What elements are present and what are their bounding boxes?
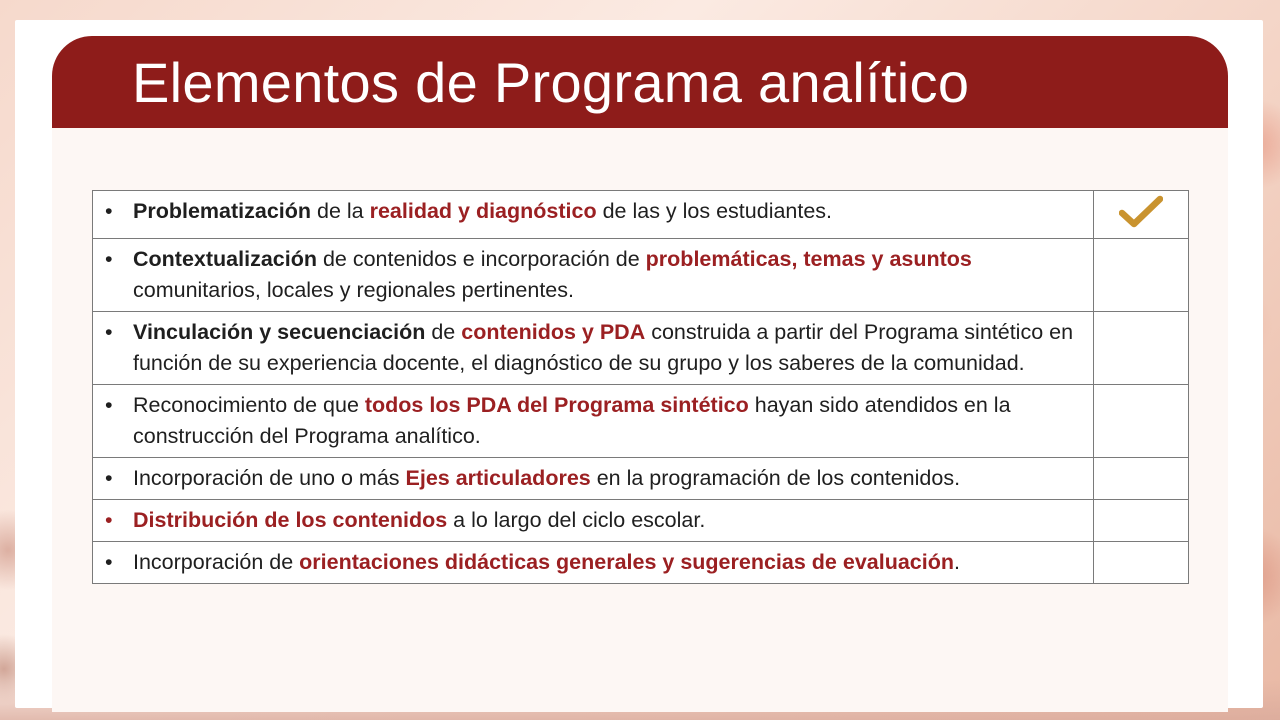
criteria-row bbox=[93, 239, 1189, 312]
bullet-icon: • bbox=[105, 508, 113, 532]
check-cell[interactable] bbox=[1093, 385, 1188, 458]
criteria-text-cell bbox=[93, 458, 1094, 500]
criteria-item bbox=[105, 390, 1079, 452]
bold-text: Contextualización bbox=[133, 247, 317, 271]
criteria-text: hayan sido atendidos en la construcción del Programa analítico. bbox=[133, 393, 1011, 448]
bullet-icon: • bbox=[105, 550, 113, 574]
check-cell[interactable] bbox=[1093, 500, 1188, 542]
criteria-row bbox=[93, 542, 1189, 584]
criteria-item bbox=[105, 196, 1079, 227]
bullet-icon: • bbox=[105, 320, 113, 344]
highlighted-text: realidad y diagnóstico bbox=[369, 199, 597, 223]
criteria-item bbox=[105, 547, 1079, 578]
criteria-text: de bbox=[425, 320, 462, 344]
checkmark-icon bbox=[1119, 195, 1163, 229]
bullet-icon: • bbox=[105, 199, 113, 223]
check-cell[interactable] bbox=[1093, 191, 1188, 239]
check-cell[interactable] bbox=[1093, 458, 1188, 500]
criteria-row bbox=[93, 191, 1189, 239]
criteria-row bbox=[93, 385, 1189, 458]
bold-text: Vinculación y secuenciación bbox=[133, 320, 426, 344]
criteria-text: en la programación de los contenidos. bbox=[590, 466, 961, 490]
criteria-item bbox=[105, 505, 1079, 536]
highlighted-text: problemáticas, temas y asuntos bbox=[645, 247, 972, 271]
criteria-item bbox=[105, 317, 1079, 379]
criteria-text: de la bbox=[311, 199, 370, 223]
check-cell[interactable] bbox=[1093, 542, 1188, 584]
criteria-table bbox=[92, 190, 1189, 584]
highlighted-text: contenidos y PDA bbox=[461, 320, 646, 344]
criteria-row bbox=[93, 500, 1189, 542]
bold-text: Problematización bbox=[133, 199, 312, 223]
check-cell[interactable] bbox=[1093, 239, 1188, 312]
highlighted-text: orientaciones didácticas generales y sugerencias de evaluación bbox=[299, 550, 954, 574]
criteria-row bbox=[93, 312, 1189, 385]
criteria-text: de contenidos e incorporación de bbox=[316, 247, 646, 271]
criteria-text: Reconocimiento de que bbox=[133, 393, 365, 417]
highlighted-text: todos los PDA del Programa sintético bbox=[364, 393, 749, 417]
criteria-text: Incorporación de uno o más bbox=[133, 466, 406, 490]
title-bar bbox=[52, 36, 1228, 128]
criteria-text: Incorporación de bbox=[133, 550, 300, 574]
criteria-text-cell bbox=[93, 312, 1094, 385]
highlighted-text: Ejes articuladores bbox=[405, 466, 591, 490]
criteria-text: comunitarios, locales y regionales pertinentes. bbox=[133, 278, 574, 302]
check-cell[interactable] bbox=[1093, 312, 1188, 385]
bullet-icon: • bbox=[105, 393, 113, 417]
bullet-icon: • bbox=[105, 466, 113, 490]
criteria-text: de las y los estudiantes. bbox=[596, 199, 833, 223]
criteria-text-cell bbox=[93, 239, 1094, 312]
criteria-text: . bbox=[954, 550, 960, 574]
criteria-item bbox=[105, 244, 1079, 306]
slide-title: Elementos de Programa analítico bbox=[132, 51, 970, 114]
criteria-text-cell bbox=[93, 385, 1094, 458]
bullet-icon: • bbox=[105, 247, 113, 271]
criteria-text-cell bbox=[93, 500, 1094, 542]
criteria-row bbox=[93, 458, 1189, 500]
criteria-item bbox=[105, 463, 1079, 494]
criteria-text-cell bbox=[93, 191, 1094, 239]
criteria-text: construida a partir del Programa sintético en función de su experiencia docente, el diagnóstico de su grupo y los saberes de la comunidad. bbox=[133, 320, 1074, 375]
criteria-text: a lo largo del ciclo escolar. bbox=[447, 508, 706, 532]
criteria-text-cell bbox=[93, 542, 1094, 584]
highlighted-text: Distribución de los contenidos bbox=[133, 508, 448, 532]
